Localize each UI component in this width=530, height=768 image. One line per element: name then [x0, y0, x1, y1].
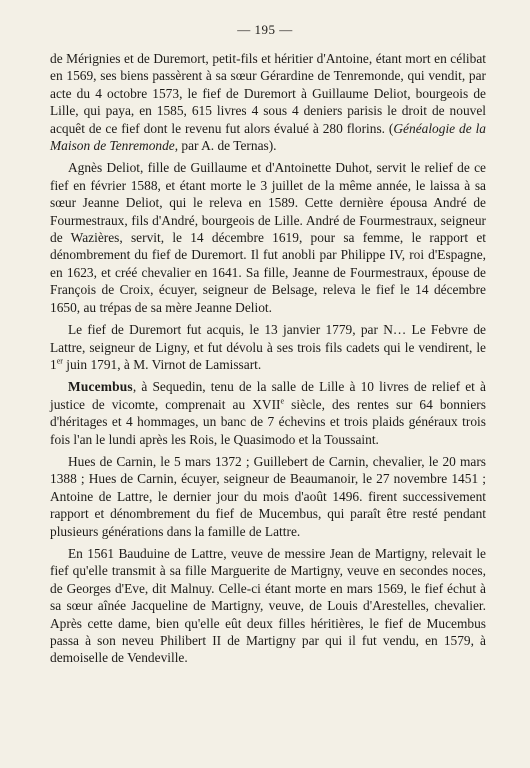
paragraph-6: En 1561 Bauduine de Lattre, veuve de messire Jean de Martigny, relevait le fief qu'elle transmit à sa fille Marguerite de Martigny, veuve en secondes noces, de Georges d'Eve, dit Malnuy. Celle-ci étant morte en mars 1569, le fief échut à sa sœur aînée Jacqueline de Martigny, veuve, de Louis d'Arestelles, chevalier. Après cette dame, bien qu'elle eût deux filles héritières, le fief de Mucembus passa à son neveu Philibert II de Martigny par qui il fut vendu, en 1579, à demoiselle de Vendeville. — [50, 545, 486, 666]
paragraph-2: Agnès Deliot, fille de Guillaume et d'Antoinette Duhot, servit le relief de ce fief en février 1588, et étant morte le 3 juillet de la même année, le laissa à sa sœur Jeanne Deliot, qui le releva en 1589. Cette dernière épousa André de Fourmestraux, fils d'André, bourgeois de Lille. André de Fourmestraux, seigneur de Wazières, servit, le 14 décembre 1619, pour sa femme, le rapport et dénombrement du fief de Duremort. Il fut anobli par Philippe IV, roi d'Espagne, en 1623, et créé chevalier en 1641. Sa fille, Jeanne de Fourmestraux, épouse de François de Croix, écuyer, seigneur de Belsage, releva le fief le 14 décembre 1650, au trépas de sa mère Jeanne Deliot. — [50, 160, 486, 315]
paragraph-5: Hues de Carnin, le 5 mars 1372 ; Guillebert de Carnin, chevalier, le 20 mars 1388 ; Hues de Carnin, écuyer, seigneur de Beaumanoir, le 27 novembre 1451 ; Antoine de Lattre, le dernier jour du mois d'août 1496. firent successivement rapport et dénombrement du fief de Mucembus, qui paraît être resté pendant plusieurs générations dans la famille de Lattre. — [50, 453, 486, 539]
paragraph-1-text: de Mérignies et de Duremort, petit-fils et héritier d'Antoine, étant mort en célibat en 1569, ses biens passèrent à sa sœur Gérardine de Tenremonde, qui vendit, par acte du 4 octobre 1573, le fief de Duremort à Guillaume Deliot, bourgeois de Lille, qui paya, en 1585, 615 livres 4 sous 4 deniers parisis le droit de nouvel acquêt de ce fief dont le revenu fut alors évalué à 280 florins. ( — [50, 51, 486, 136]
page-number: — 195 — — [237, 22, 293, 37]
paragraph-3-text: Le fief de Duremort fut acquis, le 13 janvier 1779, par N… Le Febvre de Lattre, seigneur de Ligny, et fut dévolu à ses trois fils cadets qui le vendirent, le 1 — [50, 322, 486, 372]
entry-heading: Mucembus — [68, 379, 133, 395]
body-text — [50, 50, 486, 672]
paragraph-4-superscript: e — [280, 396, 285, 406]
paragraph-1-citation: Généalogie de la Maison de Tenremonde — [50, 120, 486, 154]
paragraph-4 — [50, 378, 486, 448]
paragraph-4-end: siècle, des rentes sur 64 bonniers d'héritages et 4 hommages, un banc de 7 échevins et trois plaids généraux trois fois l'an le lundi après les Rois, le Quasimodo et la Toussaint. — [50, 396, 486, 447]
paragraph-3-end: juin 1791, à M. Virnot de Lamissart. — [62, 356, 262, 372]
paragraph-3 — [50, 321, 486, 373]
paragraph-3-superscript: er — [56, 356, 63, 366]
paragraph-1 — [50, 50, 486, 154]
paragraph-4-text: , à Sequedin, tenu de la salle de Lille à 10 livres de relief et à justice de vicomte, comprenait au XVII — [50, 379, 486, 412]
paragraph-1-end: , par A. de Ternas). — [174, 138, 277, 154]
